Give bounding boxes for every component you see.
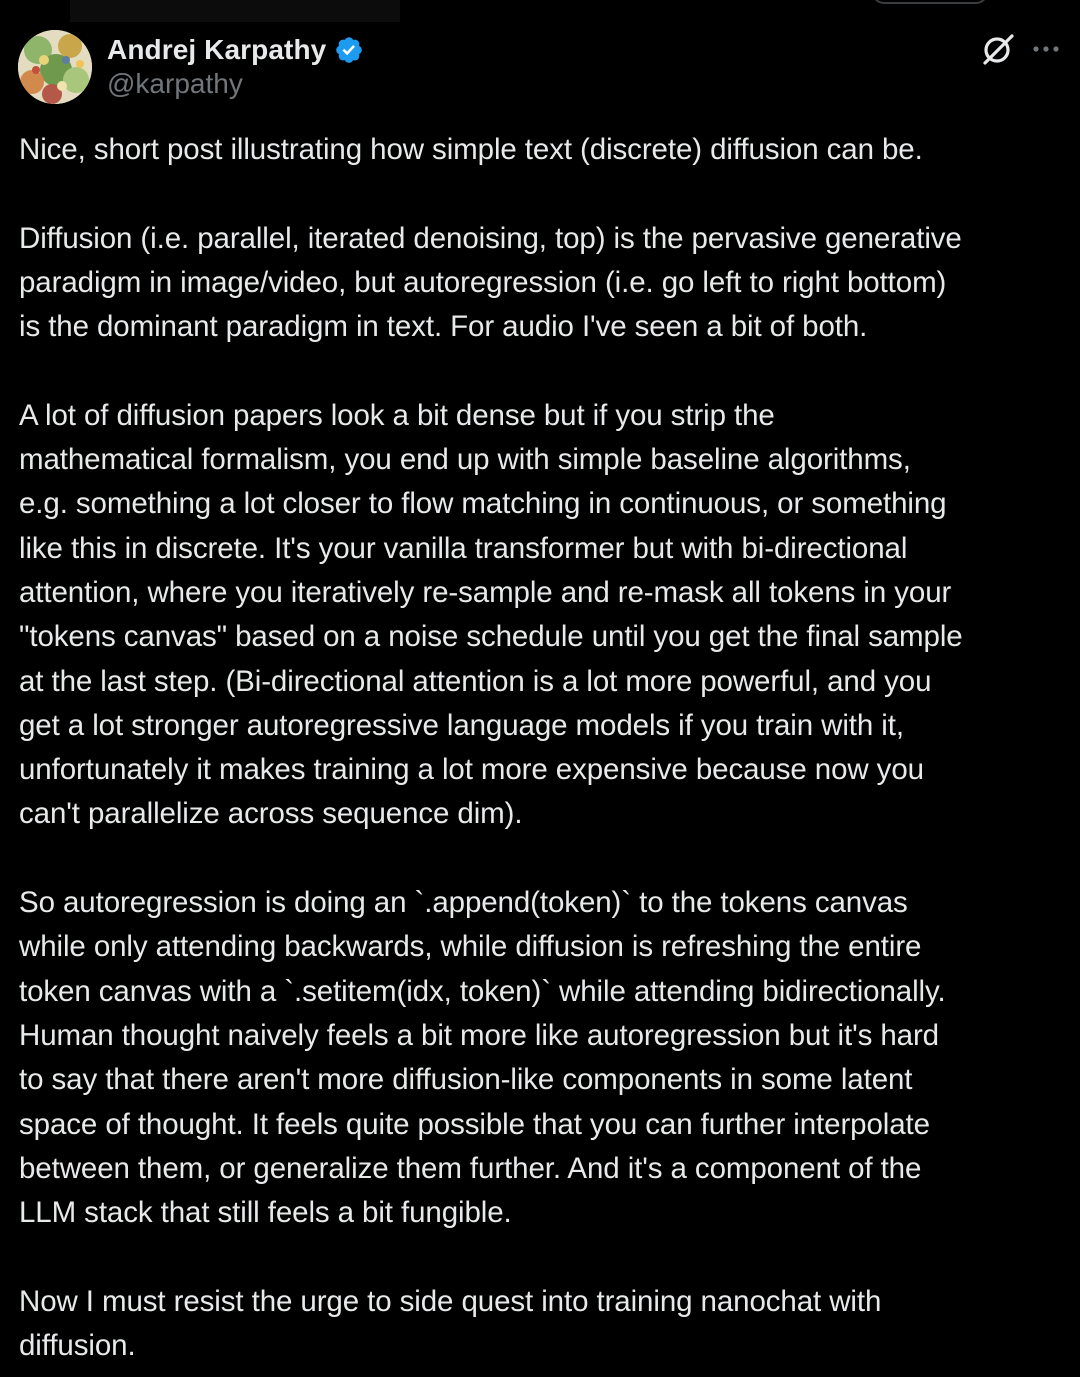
author-name-row xyxy=(107,30,364,70)
post-paragraph: So autoregression is doing an `.append(token)` to the tokens canvas while only attending backwards, while diffusion is refreshing the entire token canvas with a `.setitem(idx, token)` while attending bidirectionally. Human thought naively feels a bit more like autoregression but it's hard to say that there aren't more diffusion-like components in some latent space of thought. It feels quite possible that you can further interpolate between them, or generalize them further. And it's a component of the LLM stack that still feels a bit fungible. xyxy=(19,886,946,1230)
post-text xyxy=(19,128,1069,1368)
post-paragraph: A lot of diffusion papers look a bit dense but if you strip the mathematical formalism, you end up with simple baseline algorithms, e.g. something a lot closer to flow matching in continuous, or something like this in discrete. It's your vanilla transformer but with bi-directional attention, where you iteratively re-sample and re-mask all tokens in your "tokens canvas" based on a noise schedule until you get the final sample at the last step. (Bi-directional attention is a lot more powerful, and you get a lot stronger autoregressive language models if you train with it, unfortunately it makes training a lot more expensive because now you can't parallelize across sequence dim). xyxy=(19,398,963,831)
post-header xyxy=(18,28,1068,108)
more-horizontal-icon[interactable] xyxy=(1031,38,1061,60)
author-display-name[interactable]: Andrej Karpathy xyxy=(107,34,327,65)
author-handle[interactable]: @karpathy xyxy=(107,68,243,99)
post-paragraph: Nice, short post illustrating how simple text (discrete) diffusion can be. xyxy=(19,133,923,166)
post-paragraph: Now I must resist the urge to side quest into training nanochat with diffusion. xyxy=(19,1284,882,1363)
post-paragraph: Diffusion (i.e. parallel, iterated denoising, top) is the pervasive generative paradigm in image/video, but autoregression (i.e. go left to right bottom) is the dominant paradigm in text. For audio I've seen a bit of both. xyxy=(19,221,962,344)
top-pill-button[interactable] xyxy=(872,0,988,4)
previous-content-edge xyxy=(70,0,400,22)
verified-badge-icon xyxy=(334,35,364,65)
avatar[interactable] xyxy=(18,30,92,104)
grok-icon[interactable] xyxy=(981,32,1015,66)
